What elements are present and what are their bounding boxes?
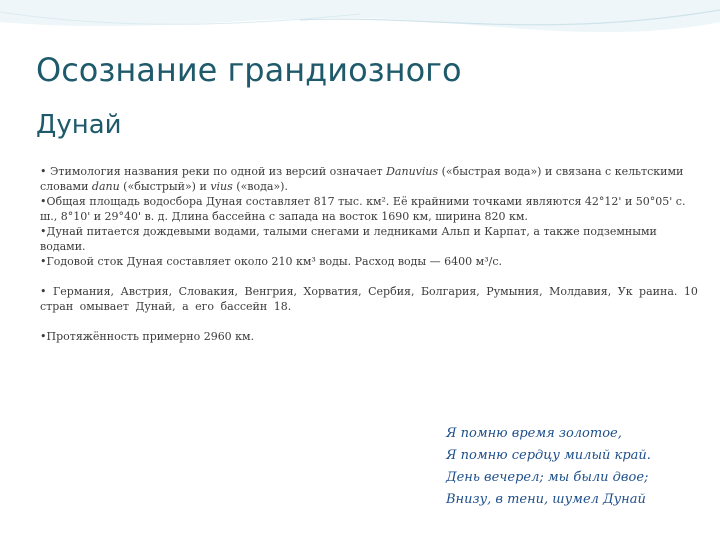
paragraph-text: («быстрый») и <box>119 180 211 193</box>
paragraph-text: Германия, Австрия, Словакия, Венгрия, Хорватия, Сербия, Болгария, Румыния, Молдавия, Ук раина. 10 стран омывает Дунай, а его бассейн 18. <box>40 285 698 313</box>
paragraph-text: Протяжённость примерно 2960 км. <box>46 330 255 343</box>
slide-title: Осознание грандиозного <box>36 51 462 89</box>
slide-subtitle: Дунай <box>36 110 122 140</box>
paragraph-text: Годовой сток Дуная составляет около 210 км³ воды. Расход воды — 6400 м³/с. <box>46 255 502 268</box>
poem-line: Я помню сердцу милый край. <box>446 448 651 463</box>
bullet: • <box>40 165 47 178</box>
paragraph-text: Этимология названия реки по одной из версий означает <box>46 165 387 178</box>
basin-paragraph <box>40 194 700 224</box>
bullet: • <box>40 225 47 238</box>
runoff-paragraph <box>40 254 700 269</box>
length-paragraph <box>40 329 700 344</box>
latin-term: vius <box>210 180 233 193</box>
poem-line: Я помню время золотое, <box>446 426 622 441</box>
poem <box>446 423 651 511</box>
bullet: • <box>40 330 47 343</box>
etymology-paragraph <box>40 164 700 194</box>
paragraph-text: Дунай питается дождевыми водами, талыми снегами и ледниками Альп и Карпат, а также подземными водами. <box>40 225 657 253</box>
countries-paragraph <box>40 284 700 314</box>
latin-term: Danuvius <box>386 165 439 178</box>
body-text <box>40 164 700 344</box>
spacer <box>40 269 700 284</box>
paragraph-text: Общая площадь водосбора Дуная составляет 817 тыс. км². Её крайними точками являются 42°12' и 50°05' с. ш., 8°10' и 29°40' в. д. Длина бассейна с запада на восток 1690 км, ширина 820 км. <box>40 195 686 223</box>
poem-line: День вечерел; мы были двое; <box>446 470 649 485</box>
paragraph-text: («быстрая вода») и связана с кельтскими словами <box>40 165 684 193</box>
paragraph-text: («вода»). <box>232 180 288 193</box>
spacer <box>40 314 700 329</box>
wave-fill <box>0 0 720 32</box>
bullet: • <box>40 285 47 298</box>
poem-line: Внизу, в тени, шумел Дунай <box>446 492 646 507</box>
bullet: • <box>40 195 47 208</box>
latin-term: danu <box>91 180 120 193</box>
bullet: • <box>40 255 47 268</box>
feeding-paragraph <box>40 224 700 254</box>
